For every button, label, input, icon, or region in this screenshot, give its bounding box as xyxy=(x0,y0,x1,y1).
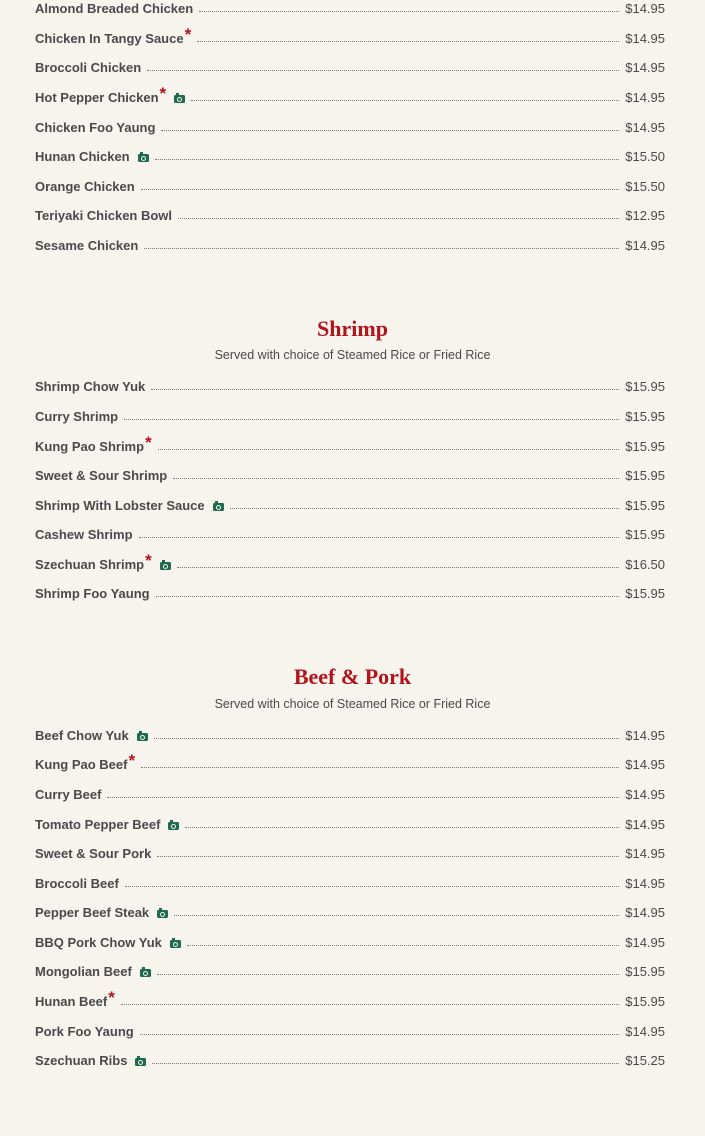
menu-item-price: $15.50 xyxy=(625,149,665,164)
camera-icon[interactable] xyxy=(138,154,149,162)
menu-item-name-group xyxy=(35,751,136,772)
menu-item-name-group xyxy=(35,876,119,891)
menu-item-name: Szechuan Ribs xyxy=(35,1053,128,1068)
dot-leader xyxy=(158,448,620,450)
menu-item-name: Teriyaki Chicken Bowl xyxy=(35,208,173,223)
camera-icon[interactable] xyxy=(160,562,171,570)
dot-leader xyxy=(140,1033,620,1035)
menu-item[interactable] xyxy=(35,115,665,135)
menu-item-name-group xyxy=(35,409,118,424)
menu-item-price: $15.95 xyxy=(625,439,665,454)
menu-item-name: Shrimp Foo Yaung xyxy=(35,586,150,601)
menu-item-price: $15.95 xyxy=(625,994,665,1009)
menu-item[interactable] xyxy=(35,1048,665,1068)
menu-item-price: $15.95 xyxy=(625,527,665,542)
asterisk-icon: * xyxy=(184,25,192,44)
menu-item[interactable] xyxy=(35,581,665,601)
dot-leader xyxy=(147,69,619,71)
menu-item-price: $15.25 xyxy=(625,1053,665,1068)
menu-item-price: $14.95 xyxy=(625,728,665,743)
menu-item-price: $14.95 xyxy=(625,876,665,891)
dot-leader xyxy=(191,99,619,101)
menu-item-price: $14.95 xyxy=(625,1024,665,1039)
menu-item-name-group xyxy=(35,120,155,135)
menu-item-price: $14.95 xyxy=(625,846,665,861)
menu-item[interactable] xyxy=(35,233,665,253)
dot-leader xyxy=(125,885,619,887)
menu-item-name: Orange Chicken xyxy=(35,179,135,194)
menu-item-name: Chicken In Tangy Sauce xyxy=(35,31,184,46)
dot-leader xyxy=(151,388,619,390)
dot-leader xyxy=(161,129,619,131)
menu-item-name: Hunan Beef xyxy=(35,994,108,1009)
menu-item-price: $14.95 xyxy=(625,817,665,832)
dot-leader xyxy=(124,418,619,420)
menu-item-name: Chicken Foo Yaung xyxy=(35,120,156,135)
camera-icon[interactable] xyxy=(170,940,181,948)
menu-item-price: $14.95 xyxy=(625,787,665,802)
menu-item-name-group xyxy=(35,905,168,920)
menu-item-name: Broccoli Beef xyxy=(35,876,119,891)
menu-item-price: $15.95 xyxy=(625,468,665,483)
section-subtitle: Served with choice of Steamed Rice or Fried Rice xyxy=(214,348,491,362)
menu-item[interactable] xyxy=(35,0,665,16)
menu-item-name-group xyxy=(35,84,185,105)
menu-item-name-group xyxy=(35,935,181,950)
menu-item[interactable] xyxy=(35,434,665,454)
dot-leader xyxy=(155,158,620,160)
menu-item-price: $15.95 xyxy=(625,586,665,601)
menu-item-name-group xyxy=(35,728,148,743)
menu-item[interactable] xyxy=(35,989,665,1009)
dot-leader xyxy=(156,595,620,597)
menu-item-name: Cashew Shrimp xyxy=(35,527,133,542)
menu-item-name: Hot Pepper Chicken xyxy=(35,90,159,105)
section-title: Beef & Pork xyxy=(293,664,412,689)
menu-item[interactable] xyxy=(35,552,665,572)
menu-item-name: Beef Chow Yuk xyxy=(35,728,129,743)
camera-icon[interactable] xyxy=(213,503,224,511)
menu-item-name: Pepper Beef Steak xyxy=(35,905,150,920)
asterisk-icon: * xyxy=(145,551,152,570)
asterisk-icon: * xyxy=(108,988,115,1007)
menu-item[interactable] xyxy=(35,404,665,424)
menu-item-name-group xyxy=(35,964,151,979)
menu-item-name-group xyxy=(35,817,179,832)
menu-item-name: Curry Beef xyxy=(35,787,102,802)
menu-item[interactable] xyxy=(35,55,665,75)
menu-item-name-group xyxy=(35,787,101,802)
dot-leader xyxy=(144,247,619,249)
menu-item[interactable] xyxy=(35,174,665,194)
menu-item-name-group xyxy=(35,1053,146,1068)
dot-leader xyxy=(173,477,619,479)
dot-leader xyxy=(157,973,619,975)
menu-item[interactable] xyxy=(35,841,665,861)
dot-leader xyxy=(141,766,619,768)
menu-item-name-group xyxy=(35,468,167,483)
dot-leader xyxy=(199,10,619,12)
menu-item-name: Shrimp With Lobster Sauce xyxy=(35,498,205,513)
menu-item-price: $14.95 xyxy=(625,31,665,46)
menu-item-price: $14.95 xyxy=(625,905,665,920)
menu-item-name-group xyxy=(35,25,192,46)
camera-icon[interactable] xyxy=(140,969,151,977)
asterisk-icon: * xyxy=(145,433,152,452)
dot-leader xyxy=(107,796,619,798)
camera-icon[interactable] xyxy=(135,1058,146,1066)
menu-item-price: $15.95 xyxy=(625,964,665,979)
dot-leader xyxy=(174,914,619,916)
dot-leader xyxy=(197,40,619,42)
menu-item-price: $14.95 xyxy=(625,935,665,950)
menu-item-name: Almond Breaded Chicken xyxy=(35,1,194,16)
menu-item-name-group xyxy=(35,551,171,572)
menu-item-name-group xyxy=(35,527,133,542)
menu-item-price: $12.95 xyxy=(625,208,665,223)
menu-item-name-group xyxy=(35,208,172,223)
menu-item-name: Sweet & Sour Shrimp xyxy=(35,468,168,483)
menu-item-name-group xyxy=(35,149,149,164)
menu-item-price: $14.95 xyxy=(625,757,665,772)
menu-item-name-group xyxy=(35,238,138,253)
menu-item-name-group xyxy=(35,60,141,75)
menu-item-name: Kung Pao Beef xyxy=(35,757,128,772)
menu-item-name: Broccoli Chicken xyxy=(35,60,142,75)
section-title: Shrimp xyxy=(317,316,388,341)
menu-item-price: $14.95 xyxy=(625,238,665,253)
dot-leader xyxy=(139,536,620,538)
menu-item[interactable] xyxy=(35,144,665,164)
asterisk-icon: * xyxy=(159,84,167,103)
camera-icon[interactable] xyxy=(157,910,168,918)
dot-leader xyxy=(185,826,619,828)
asterisk-icon: * xyxy=(128,751,136,770)
menu-item-name: Kung Pao Shrimp xyxy=(35,439,145,454)
menu-item-name: Pork Foo Yaung xyxy=(35,1024,134,1039)
menu-item[interactable] xyxy=(35,374,665,394)
dot-leader xyxy=(230,507,620,509)
menu-item[interactable] xyxy=(35,85,665,105)
section-subtitle: Served with choice of Steamed Rice or Fried Rice xyxy=(214,697,491,711)
dot-leader xyxy=(177,566,620,568)
menu-item[interactable] xyxy=(35,930,665,950)
menu-item-price: $15.95 xyxy=(625,379,665,394)
menu-item-price: $16.50 xyxy=(625,557,665,572)
menu-item-price: $14.95 xyxy=(625,120,665,135)
menu-item[interactable] xyxy=(35,203,665,223)
menu-item-price: $15.95 xyxy=(625,409,665,424)
menu-item[interactable] xyxy=(35,959,665,979)
menu-item-price: $14.95 xyxy=(625,1,665,16)
menu-item-name: Sweet & Sour Pork xyxy=(35,846,152,861)
menu-item[interactable] xyxy=(35,900,665,920)
camera-icon[interactable] xyxy=(137,733,148,741)
menu-item-name: Sesame Chicken xyxy=(35,238,139,253)
menu-item[interactable] xyxy=(35,1019,665,1039)
menu-item[interactable] xyxy=(35,463,665,483)
menu-item-name-group xyxy=(35,433,152,454)
menu-item[interactable] xyxy=(35,493,665,513)
menu-item-name-group xyxy=(35,379,145,394)
menu-item[interactable] xyxy=(35,782,665,802)
dot-leader xyxy=(178,217,619,219)
menu-item-name-group xyxy=(35,498,224,513)
menu-item-name-group xyxy=(35,846,151,861)
menu-item[interactable] xyxy=(35,752,665,772)
menu-item-name-group xyxy=(35,586,150,601)
menu-item[interactable] xyxy=(35,26,665,46)
menu-item[interactable] xyxy=(35,522,665,542)
menu-item-name-group xyxy=(35,1,193,16)
menu-item-name: Mongolian Beef xyxy=(35,964,132,979)
menu-item-name: Shrimp Chow Yuk xyxy=(35,379,146,394)
menu-item-name-group xyxy=(35,988,115,1009)
dot-leader xyxy=(141,188,620,190)
menu-item-name: Szechuan Shrimp xyxy=(35,557,145,572)
menu-item-name: Tomato Pepper Beef xyxy=(35,817,161,832)
camera-icon[interactable] xyxy=(174,95,185,103)
camera-icon[interactable] xyxy=(168,822,179,830)
menu-item-name: Hunan Chicken xyxy=(35,149,130,164)
menu-item-price: $14.95 xyxy=(625,90,665,105)
dot-leader xyxy=(121,1003,619,1005)
menu-item-price: $14.95 xyxy=(625,60,665,75)
dot-leader xyxy=(157,855,619,857)
menu-item-name-group xyxy=(35,1024,134,1039)
menu-item-price: $15.50 xyxy=(625,179,665,194)
menu-item[interactable] xyxy=(35,812,665,832)
menu-item-name: Curry Shrimp xyxy=(35,409,119,424)
menu-item-name: BBQ Pork Chow Yuk xyxy=(35,935,162,950)
menu-item[interactable] xyxy=(35,871,665,891)
dot-leader xyxy=(187,944,619,946)
dot-leader xyxy=(154,737,620,739)
menu-item-name-group xyxy=(35,179,135,194)
dot-leader xyxy=(152,1062,619,1064)
menu-item[interactable] xyxy=(35,723,665,743)
menu-item-price: $15.95 xyxy=(625,498,665,513)
